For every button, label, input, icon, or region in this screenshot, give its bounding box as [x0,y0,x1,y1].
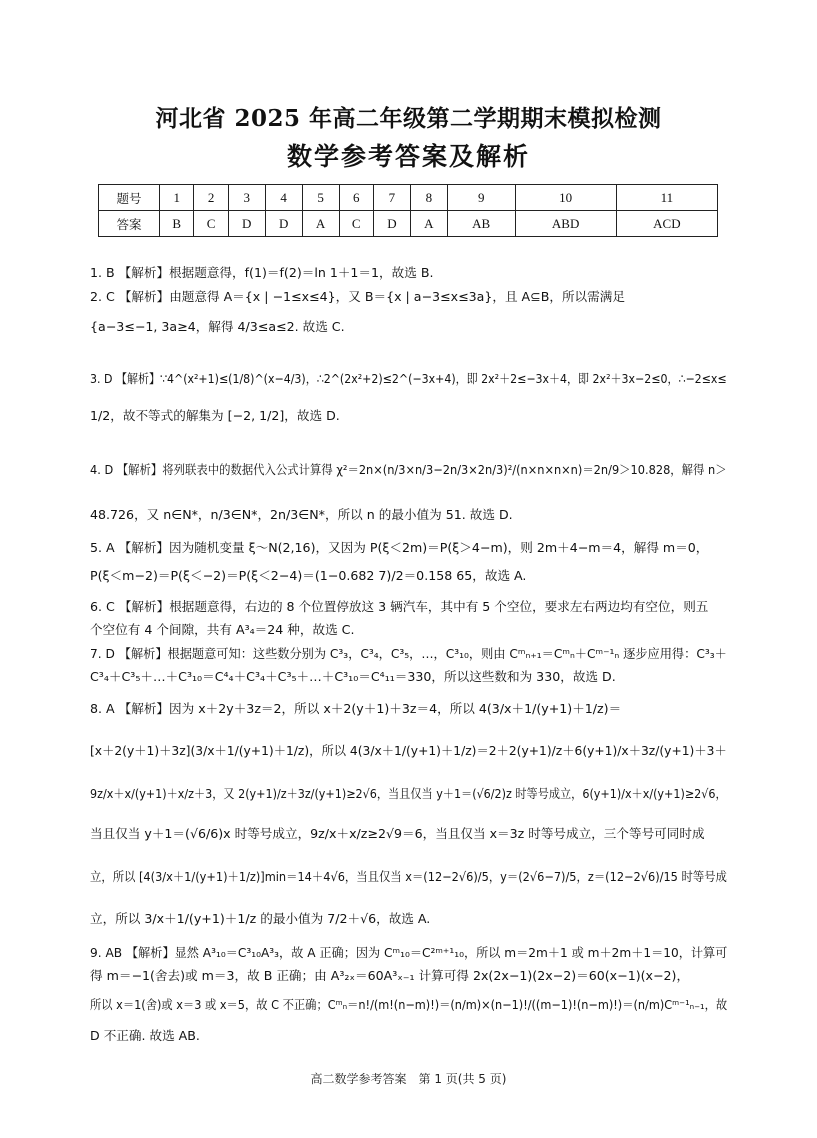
page-title: 河北省 2025 年高二年级第二学期期末模拟检测 [155,105,662,132]
answer-cell: D [373,211,410,237]
solution-2: 2. C 【解析】由题意得 A＝{x | −1≤x≤4}，又 B＝{x | a−3≤x≤3a}，且 A⊆B，所以需满足 [90,289,625,304]
page-footer: 高二数学参考答案 第 1 页(共 5 页) [310,1072,507,1086]
answer-cell: D [228,211,265,237]
question-number: 7 [373,185,410,211]
answer-cell: C [339,211,373,237]
solution-7: 7. D 【解析】根据题意可知：这些数分别为 C³₃，C³₄，C³₅，…，C³₁₀，则由 Cᵐₙ₊₁＝Cᵐₙ＋Cᵐ⁻¹ₙ 逐步应用得：C³₃＋ [90,646,727,661]
question-number: 3 [228,185,265,211]
answer-cell: C [194,211,228,237]
answer-cell: ACD [616,211,717,237]
answer-table [98,184,718,237]
question-number: 9 [447,185,515,211]
solution-6: 6. C 【解析】根据题意得，右边的 8 个位置停放这 3 辆汽车，其中有 5 个空位，要求左右两边均有空位，则五 [90,599,709,614]
solution-8: 8. A 【解析】因为 x＋2y＋3z＝2，所以 x＋2(y＋1)＋3z＝4，所以 4(3/x＋1/(y+1)＋1/z)＝ [90,701,622,716]
question-number: 5 [302,185,339,211]
solution-3: 3. D 【解析】∵4^(x²+1)≤(1/8)^(x−4/3)，∴2^(2x²+2)≤2^(−3x+4)，即 2x²＋2≤−3x＋4，即 2x²＋3x−2≤0，∴−2≤x≤ [90,371,727,386]
solution-7-cont: C³₄＋C³₅＋…＋C³₁₀＝C⁴₄＋C³₄＋C³₅＋…＋C³₁₀＝C⁴₁₁＝330，所以这些数和为 330，故选 D. [90,669,616,684]
solution-8-cont-4: 立，所以 [4(3/x＋1/(y+1)＋1/z)]min＝14＋4√6，当且仅当 x＝(12−2√6)/5，y＝(2√6−7)/5，z＝(12−2√6)/15 时等号成 [90,869,727,884]
solution-4: 4. D 【解析】将列联表中的数据代入公式计算得 χ²＝2n×(n/3×n/3−2n/3×2n/3)²/(n×n×n×n)＝2n/9＞10.828，解得 n＞ [90,462,727,477]
solution-9-cont-2: 所以 x＝1(舍)或 x＝3 或 x＝5，故 C 不正确；Cᵐₙ＝n!/(m!(n−m)!)＝(n/m)×(n−1)!/((m−1)!(n−m)!)＝(n/m)Cᵐ⁻¹ₙ₋₁，故 [90,997,728,1012]
question-number: 8 [410,185,447,211]
answer-cell: A [410,211,447,237]
question-row-header: 题号 [99,185,160,211]
solution-6-cont: 个空位有 4 个间隙，共有 A³₄＝24 种，故选 C. [90,622,355,637]
solution-1: 1. B 【解析】根据题意得，f(1)＝f(2)＝ln 1＋1＝1，故选 B. [90,265,434,280]
solution-2-cont: {a−3≤−1, 3a≥4，解得 4/3≤a≤2. 故选 C. [90,319,345,334]
solution-8-cont-3: 当且仅当 y＋1＝(√6/6)x 时等号成立，9z/x＋x/z≥2√9＝6，当且仅当 x＝3z 时等号成立，三个等号可同时成 [90,826,705,841]
answer-table-answer-row [99,211,718,237]
answer-cell: ABD [515,211,616,237]
question-number: 11 [616,185,717,211]
solution-8-cont-1: [x＋2(y＋1)＋3z](3/x＋1/(y+1)＋1/z)，所以 4(3/x＋1/(y+1)＋1/z)＝2＋2(y+1)/z＋6(y+1)/x＋3z/(y+1)＋3＋ [90,743,727,758]
answer-table-question-row [99,185,718,211]
solution-5: 5. A 【解析】因为随机变量 ξ～N(2,16)，又因为 P(ξ＜2m)＝P(ξ＞4−m)，则 2m＋4−m＝4，解得 m＝0， [90,540,709,555]
question-number: 1 [160,185,194,211]
solution-8-cont-5: 立，所以 3/x＋1/(y+1)＋1/z 的最小值为 7/2＋√6，故选 A. [90,911,431,926]
question-number: 2 [194,185,228,211]
question-number: 10 [515,185,616,211]
solution-9-cont-3: D 不正确. 故选 AB. [90,1028,200,1043]
solution-4-cont: 48.726，又 n∈N*，n/3∈N*，2n/3∈N*，所以 n 的最小值为 51. 故选 D. [90,507,513,522]
answer-cell: B [160,211,194,237]
question-number: 4 [265,185,302,211]
answer-cell: D [265,211,302,237]
solution-9: 9. AB 【解析】显然 A³₁₀＝C³₁₀A³₃，故 A 正确；因为 Cᵐ₁₀＝C²ᵐ⁺¹₁₀，所以 m＝2m＋1 或 m＋2m＋1＝10，计算可 [90,945,728,960]
solution-3-cont: 1/2，故不等式的解集为 [−2, 1/2]，故选 D. [90,408,340,423]
question-number: 6 [339,185,373,211]
answer-row-header: 答案 [99,211,160,237]
answer-cell: AB [447,211,515,237]
solution-8-cont-2: 9z/x＋x/(y+1)＋x/z＋3，又 2(y+1)/z＋3z/(y+1)≥2√6，当且仅当 y＋1＝(√6/2)z 时等号成立，6(y+1)/x＋x/(y+1)≥2√6， [90,786,727,801]
answer-cell: A [302,211,339,237]
solution-9-cont-1: 得 m＝−1(舍去)或 m＝3，故 B 正确；由 A³₂ₓ＝60A³ₓ₋₁ 计算可得 2x(2x−1)(2x−2)＝60(x−1)(x−2)， [90,968,690,983]
page-subtitle: 数学参考答案及解析 [286,142,530,171]
solution-5-cont: P(ξ＜m−2)＝P(ξ＜−2)＝P(ξ＜2−4)＝(1−0.682 7)/2＝0.158 65，故选 A. [90,568,527,583]
